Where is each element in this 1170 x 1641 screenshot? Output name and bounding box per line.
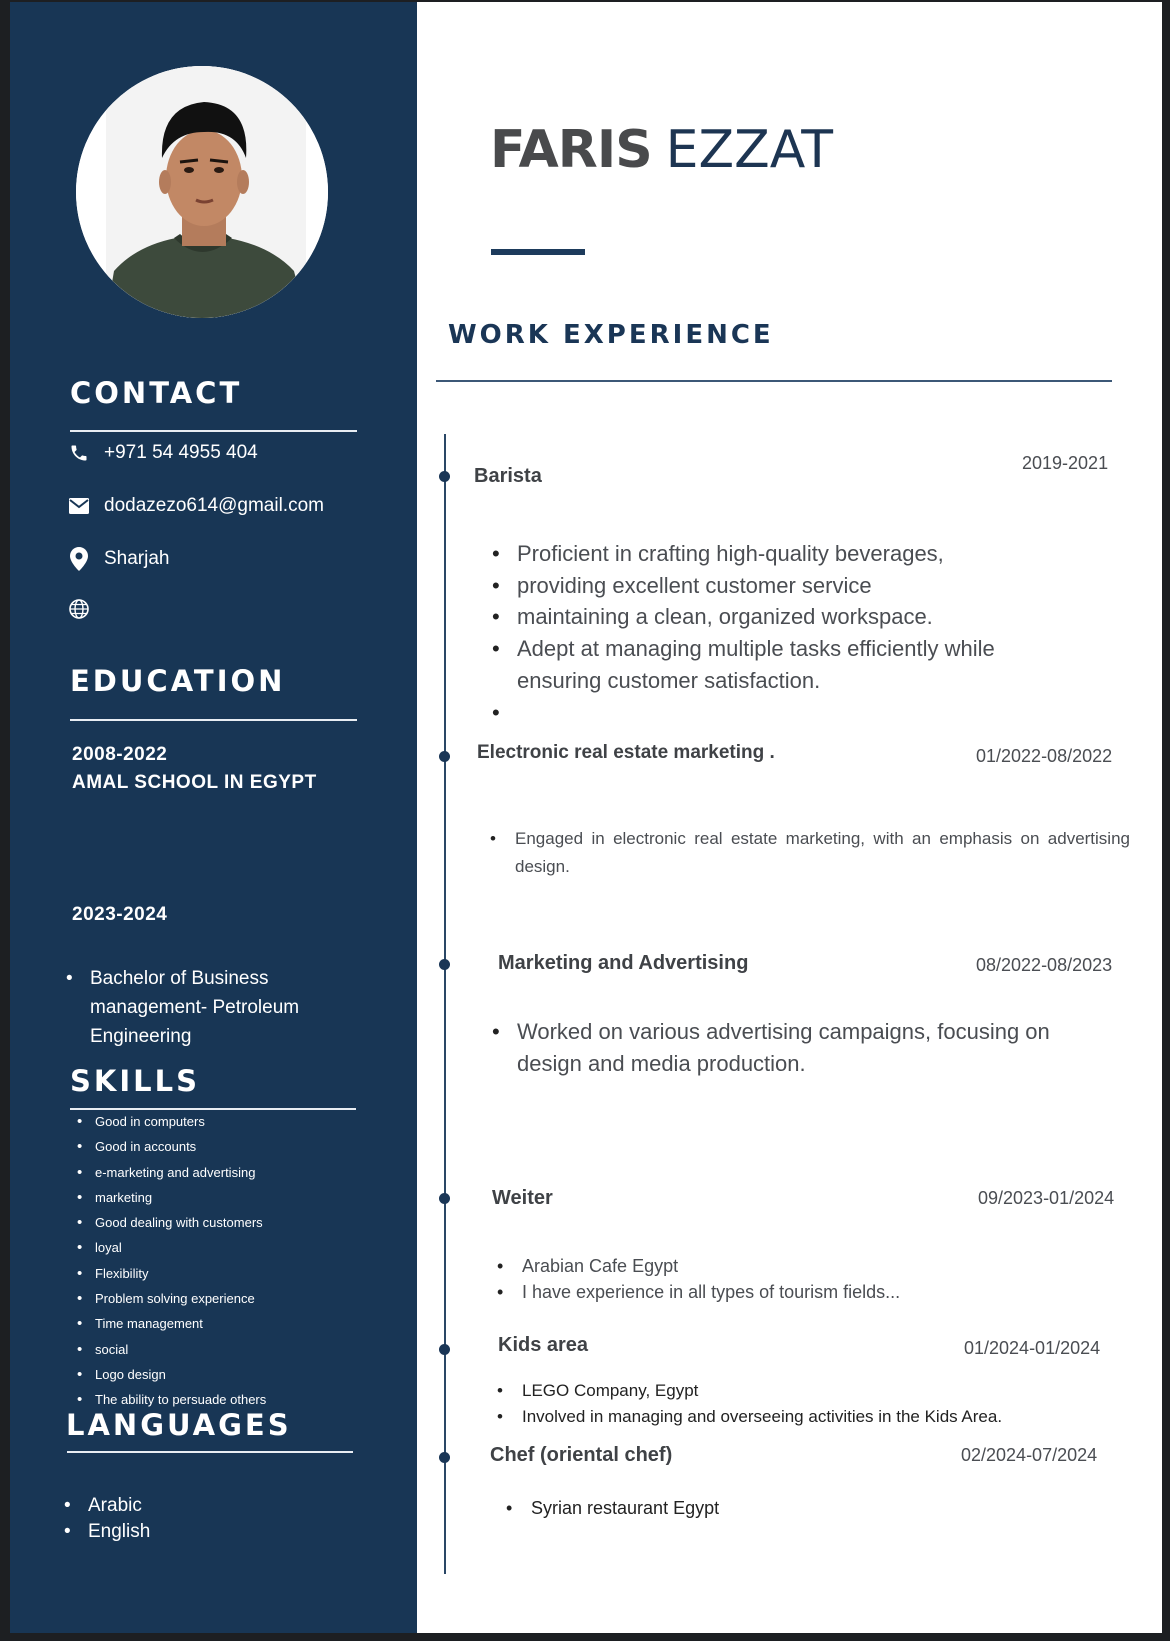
job-bullets xyxy=(492,538,1052,728)
education-list-2 xyxy=(66,964,346,1051)
list-item: • Worked on various advertising campaigns, focusing on design and media production. xyxy=(492,1016,1112,1080)
timeline-dot xyxy=(439,471,450,482)
location-pin-icon xyxy=(68,548,90,570)
list-item: • Syrian restaurant Egypt xyxy=(506,1495,1006,1521)
list-item: • LEGO Company, Egypt xyxy=(497,1378,1137,1404)
sidebar xyxy=(10,2,417,1633)
contact-location xyxy=(68,548,170,570)
list-item: • Adept at managing multiple tasks efficiently while ensuring customer satisfaction. xyxy=(492,633,1052,696)
education-years-1: 2008-2022 xyxy=(72,744,168,765)
contact-heading: CONTACT xyxy=(70,376,243,410)
job-bullets xyxy=(497,1253,1097,1305)
list-item: • Problem solving experience xyxy=(77,1286,377,1311)
skills-list xyxy=(77,1109,377,1413)
job-date: 2019-2021 xyxy=(1022,453,1109,473)
timeline-dot xyxy=(439,959,450,970)
list-item: • Bachelor of Business management- Petroleum Engineering xyxy=(66,964,346,1051)
languages-list xyxy=(64,1493,344,1545)
job-date: 02/2024-07/2024 xyxy=(961,1445,1098,1465)
list-item: • Good in accounts xyxy=(77,1134,377,1159)
profile-photo xyxy=(76,66,328,318)
list-item: • English xyxy=(64,1519,344,1545)
job-bullets xyxy=(492,1016,1112,1080)
timeline-dot xyxy=(439,1452,450,1463)
last-name: EZZAT xyxy=(665,120,834,180)
list-item: • social xyxy=(77,1337,377,1362)
job-date: 08/2022-08/2023 xyxy=(976,955,1113,975)
list-item: • Good dealing with customers xyxy=(77,1210,377,1235)
list-item: • Arabic xyxy=(64,1493,344,1519)
list-item: • providing excellent customer service xyxy=(492,570,1052,602)
list-item: • Proficient in crafting high-quality beverages, xyxy=(492,538,1052,570)
list-item: • Flexibility xyxy=(77,1261,377,1286)
contact-divider xyxy=(70,430,357,432)
full-name xyxy=(490,120,833,180)
list-item: • Time management xyxy=(77,1311,377,1336)
email-text: dodazezo614@gmail.com xyxy=(104,495,324,516)
skills-heading: SKILLS xyxy=(70,1064,200,1098)
list-item: • loyal xyxy=(77,1235,377,1260)
name-accent-bar xyxy=(491,249,585,255)
timeline-line xyxy=(444,434,446,1574)
list-item: • I have experience in all types of tourism fields... xyxy=(497,1279,1097,1305)
timeline-dot xyxy=(439,1344,450,1355)
education-divider xyxy=(70,719,357,721)
list-item: • The ability to persuade others xyxy=(77,1387,377,1412)
job-date: 09/2023-01/2024 xyxy=(978,1188,1115,1208)
work-experience-heading: WORK EXPERIENCE xyxy=(448,320,774,350)
list-item: • Involved in managing and overseeing activities in the Kids Area. xyxy=(497,1404,1137,1430)
contact-website[interactable] xyxy=(68,598,104,620)
job-title: Weiter xyxy=(492,1187,553,1209)
list-item: • Good in computers xyxy=(77,1109,377,1134)
list-item: • marketing xyxy=(77,1185,377,1210)
work-experience-divider xyxy=(436,380,1112,382)
job-title: Kids area xyxy=(498,1334,589,1356)
list-item: • Logo design xyxy=(77,1362,377,1387)
job-title: Electronic real estate marketing . xyxy=(477,742,775,763)
contact-phone[interactable] xyxy=(68,442,258,464)
list-item: • Arabian Cafe Egypt xyxy=(497,1253,1097,1279)
job-title: Barista xyxy=(474,465,542,487)
list-item xyxy=(492,697,1052,728)
phone-text: +971 54 4955 404 xyxy=(104,442,258,463)
contact-email[interactable] xyxy=(68,495,324,517)
list-item: • e-marketing and advertising xyxy=(77,1160,377,1185)
job-title: Chef (oriental chef) xyxy=(490,1444,673,1466)
languages-heading: LANGUAGES xyxy=(66,1408,292,1442)
education-years-2: 2023-2024 xyxy=(72,904,168,925)
globe-icon xyxy=(68,598,90,620)
education-heading: EDUCATION xyxy=(70,664,286,698)
first-name: FARIS xyxy=(490,120,652,180)
resume-page xyxy=(10,2,1162,1633)
phone-icon xyxy=(68,442,90,464)
envelope-icon xyxy=(68,495,90,517)
job-bullets xyxy=(506,1495,1006,1521)
location-text: Sharjah xyxy=(104,548,170,569)
list-item: • Engaged in electronic real estate marketing, with an emphasis on advertising design. xyxy=(490,825,1130,881)
languages-divider xyxy=(67,1451,353,1453)
education-school-1: AMAL SCHOOL IN EGYPT xyxy=(72,772,317,793)
job-date: 01/2024-01/2024 xyxy=(964,1338,1101,1358)
job-bullets xyxy=(490,825,1130,881)
job-date: 01/2022-08/2022 xyxy=(976,746,1113,766)
timeline-dot xyxy=(439,1193,450,1204)
timeline-dot xyxy=(439,751,450,762)
list-item: • maintaining a clean, organized workspace. xyxy=(492,601,1052,633)
job-bullets xyxy=(497,1378,1137,1430)
job-title: Marketing and Advertising xyxy=(498,952,749,974)
